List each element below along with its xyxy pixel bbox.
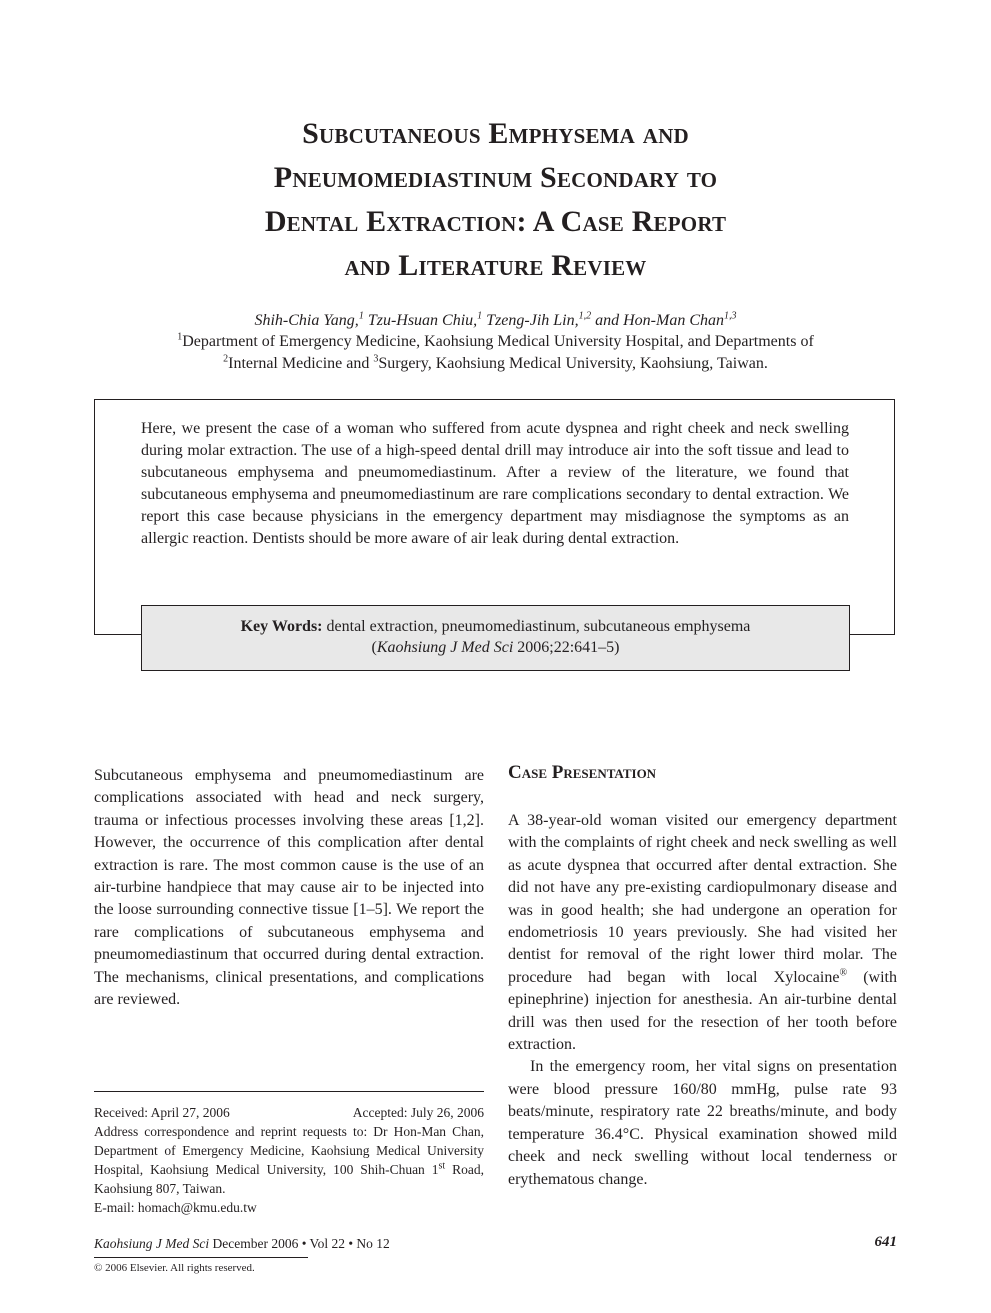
citation-journal: Kaohsiung J Med Sci	[376, 639, 514, 656]
author-name: Tzeng-Jih Lin,	[482, 312, 579, 329]
author-affiliation-mark: 1	[477, 310, 483, 322]
case-text: (with epinephrine) injection for anesthesia. An air-turbine dental drill was then used for the resection of her tooth before extraction.	[508, 968, 897, 1054]
address-ordinal: st	[438, 1160, 446, 1172]
section-heading: Case Presentation	[508, 762, 657, 783]
author-name: and Hon-Man Chan	[591, 312, 725, 329]
keywords-label: Key Words:	[240, 618, 323, 635]
author-affiliation-mark: 1	[358, 310, 364, 322]
accepted-date: Accepted: July 26, 2006	[352, 1105, 484, 1120]
case-text: A 38-year-old woman visited our emergency department with the complaints of right cheek and neck swelling as well as acute dyspnea that occurred after dental extraction. She did not have any pre-existing cardiopulmonary disease and was in good health; she had undergone an operation for endometriosis 10 years previously. She had visited her dentist for removal of the right lower third molar. The procedure had began with local Xylocaine	[508, 812, 897, 986]
citation-paren: (	[371, 639, 377, 656]
footer-journal: Kaohsiung J Med Sci	[94, 1236, 210, 1251]
email: E-mail: homach@kmu.edu.tw	[94, 1200, 257, 1215]
affiliation-mark: 2	[223, 353, 229, 365]
abstract-text: Here, we present the case of a woman who suffered from acute dyspnea and right cheek and neck swelling during molar extraction. The use of a high-speed dental drill may introduce air into the soft tissue and lead to subcutaneous emphysema and pneumomediastinum. After a review of the literature, we found that subcutaneous emphysema and pneumomediastinum are rare complications secondary to dental extraction. We report this case because physicians in the emergency department may misdiagnose the symptoms as an allergic reaction. Dentists should be more aware of air leak during dental extraction.	[141, 420, 849, 547]
author-affiliation-mark: 1,2	[578, 310, 592, 322]
title-line: Pneumomediastinum Secondary to	[273, 161, 718, 194]
copyright: © 2006 Elsevier. All rights reserved.	[94, 1262, 255, 1274]
author-name: Shih-Chia Yang,	[254, 312, 359, 329]
intro-column	[94, 765, 484, 1011]
citation-details: 2006;22:641–5)	[513, 639, 620, 656]
case-paragraph	[508, 810, 897, 1056]
affiliation-mark: 1	[177, 331, 183, 343]
author-name: Tzu-Hsuan Chiu,	[363, 312, 478, 329]
case-column	[508, 810, 897, 1191]
intro-paragraph: Subcutaneous emphysema and pneumomediastinum are complications associated with head and neck surgery, trauma or infectious processes involving these areas [1,2]. However, the occurrence of this complication after dental extraction is rare. The most common cause is the use of an air-turbine handpiece that may cause air to be injected into the loose surrounding connective tissue [1–5]. We report the rare complications of subcutaneous emphysema and pneumomediastinum that occurred during dental extraction. The mechanisms, clinical presentations, and complications are reviewed.	[94, 767, 484, 1009]
footnote-rule	[94, 1091, 484, 1092]
title-line: Subcutaneous Emphysema and	[302, 117, 689, 150]
affiliation-mark: 3	[373, 353, 379, 365]
citation	[142, 637, 849, 658]
keywords-box	[141, 605, 850, 671]
registered-mark: ®	[839, 967, 848, 979]
footnote	[94, 1103, 484, 1217]
running-footer	[94, 1236, 390, 1252]
footer-issue: December 2006 • Vol 22 • No 12	[209, 1236, 390, 1251]
title-line: Dental Extraction: A Case Report	[264, 205, 727, 238]
dates-row	[94, 1103, 484, 1122]
author-list	[95, 310, 896, 332]
case-paragraph: In the emergency room, her vital signs on presentation were blood pressure 160/80 mmHg, pulse rate 93 beats/minute, respiratory rate 22 breaths/minute, and body temperature 36.4°C. Physical examination showed mild cheek and neck swelling without local tenderness or erythematous change.	[508, 1058, 897, 1188]
received-date: Received: April 27, 2006	[94, 1105, 230, 1120]
affiliation-text: Department of Emergency Medicine, Kaohsiung Medical University Hospital, and Departments of	[182, 333, 814, 350]
keywords-text: dental extraction, pneumomediastinum, subcutaneous emphysema	[322, 618, 751, 635]
address-text: Address correspondence and reprint requests to: Dr Hon-Man Chan, Department of Emergency Medicine, Kaohsiung Medical University Hospital, Kaohsiung Medical University, 100 Shih-Chuan 1	[94, 1124, 484, 1177]
affiliations	[95, 331, 896, 375]
page-number: 641	[874, 1234, 897, 1250]
title-line: and Literature Review	[344, 249, 647, 282]
correspondence-address	[94, 1122, 484, 1198]
footer-rule	[94, 1257, 308, 1258]
author-affiliation-mark: 1,3	[724, 310, 737, 322]
address-text: Road, Kaohsiung 807, Taiwan.	[94, 1162, 485, 1196]
affiliation-text: Surgery, Kaohsiung Medical University, Kaohsiung, Taiwan.	[378, 355, 768, 372]
affiliation-text: Internal Medicine and	[228, 355, 374, 372]
article-title	[95, 112, 896, 288]
